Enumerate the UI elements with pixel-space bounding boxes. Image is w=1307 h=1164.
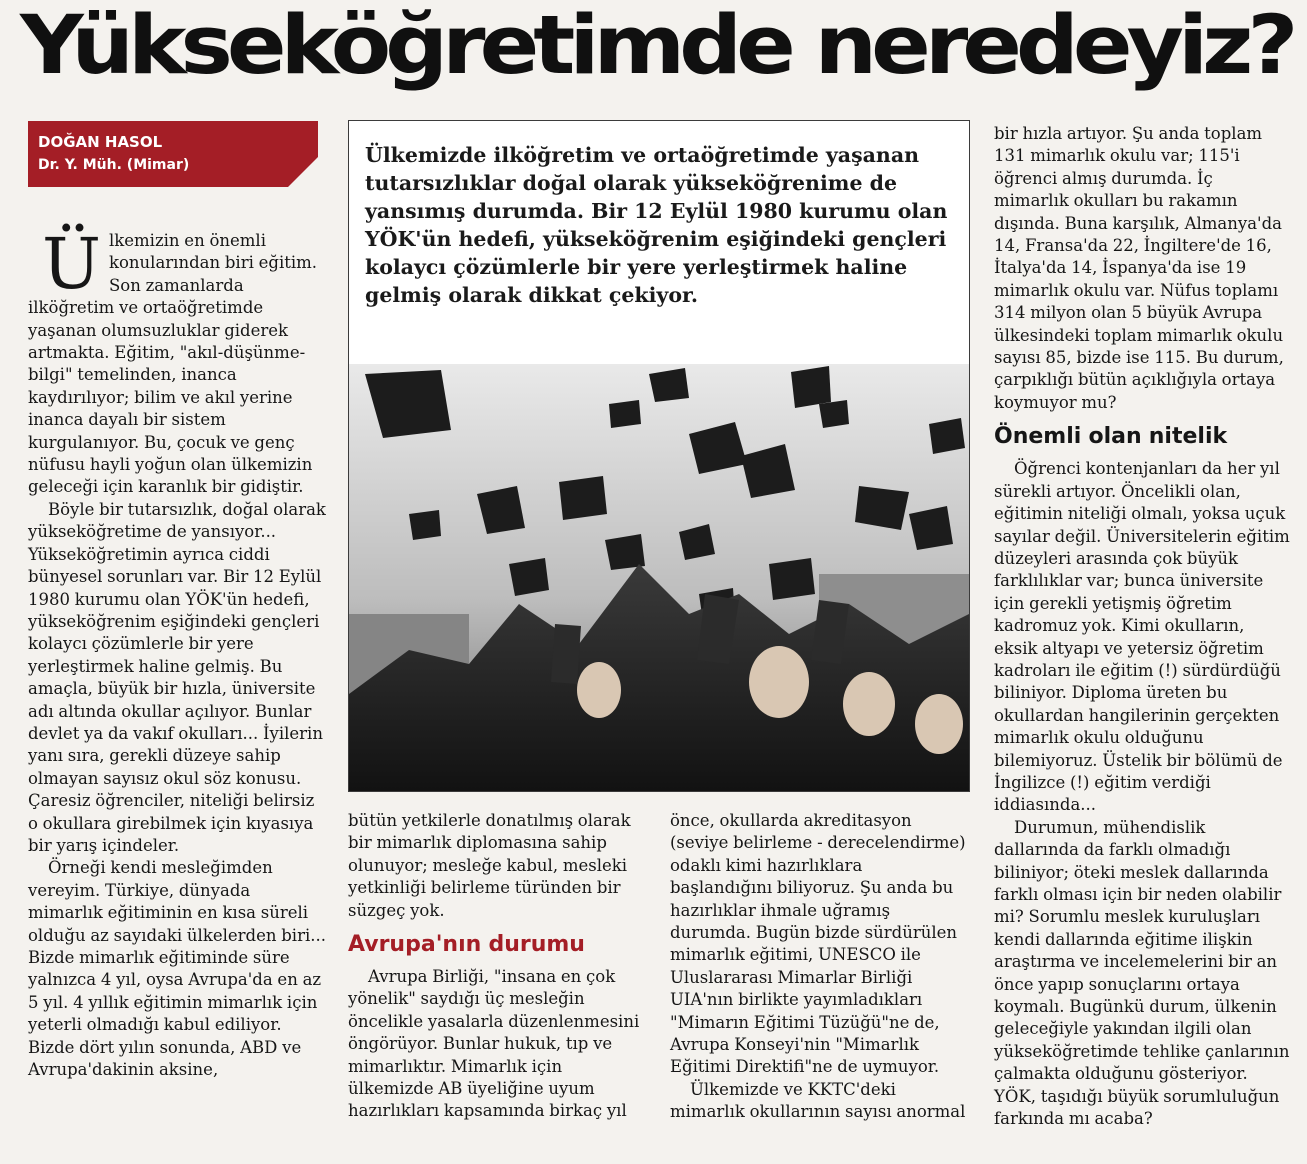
page-fold-corner: [286, 155, 320, 189]
drop-cap: Ü: [42, 223, 101, 305]
article-column-2: [348, 810, 646, 1123]
article-paragraph: önce, okullarda akreditasyon (seviye belirleme - derecelendirme) odaklı kimi hazırlıklara başlandığını biliyoruz. Şu anda bu hazırlıklar ihmale uğramış durumda. Bugün bizde sürdürülen mimarlık eğitimi, UNESCO ile Uluslararası Mimarlar Birliği UIA'nın birlikte yayımladıkları "Mimarın Eğitimi Tüzüğü"ne de, Avrupa Konseyi'nin "Mimarlık Eğitimi Direktifi"ne de uymuyor.: [670, 811, 966, 1077]
headline: Yükseköğretimde neredeyiz?: [20, 0, 1293, 93]
article-paragraph: Durumun, mühendislik dallarında da farklı olmadığı biliniyor; öteki meslek dallarında farklı olması için bir neden olabilir mi? Sorumlu meslek kuruluşları kendi dallarında eğitime ilişkin araştırma ve incelemelerini bir an önce yapıp sonuçlarını ortaya koymalı. Bugünkü durum, ülkenin geleceğiyle yakından ilgili olan yükseköğretimde tehlike çanlarının çalmakta olduğunu gösteriyor. YÖK, taşıdığı büyük sorumluluğun farkında mı acaba?: [994, 817, 1290, 1129]
article-column-3: [670, 810, 968, 1124]
article-paragraph: [28, 223, 326, 499]
lead-text: lkemizin en önemli konularından biri eğitim. Son zamanlarda ilköğretim ve ortaöğretimde yaşanan olumsuzluklar giderek artmakta. Eğitim, "akıl-düşünme-bilgi" temelinden, inanca kaydırılıyor; bilim ve akıl yerine inanca dayalı bir sistem kurgulanıyor. Bu, çocuk ve genç nüfusu hayli yoğun olan ülkemizin geleceği için karanlık bir gidiştir.: [28, 231, 318, 497]
article-column-4: [994, 123, 1292, 1130]
spot-box: [348, 120, 970, 792]
article-paragraph: Avrupa Birliği, "insana en çok yönelik" saydığı üç mesleğin öncelikle yasalarla düzenlenmesini öngörüyor. Bunlar hukuk, tıp ve mimarlıktır. Mimarlık için ülkemizde AB üyeliğine uyum hazırlıkları kapsamında birkaç yıl: [348, 967, 640, 1121]
spot-text: Ülkemizde ilköğretim ve ortaöğretimde yaşanan tutarsızlıklar doğal olarak yükseköğrenime de yansımış durumda. Bir 12 Eylül 1980 kurumu olan YÖK'ün hedefi, yükseköğrenim eşiğindeki gençleri kolaycı çözümlerle bir yere yerleştirmek haline gelmiş olarak dikkat çekiyor.: [365, 143, 948, 307]
author-title: Dr. Y. Müh. (Mimar): [38, 157, 190, 173]
subheading: Avrupa'nın durumu: [348, 932, 585, 958]
article-paragraph: Ülkemizde ve KKTC'deki mimarlık okullarının sayısı anormal: [670, 1079, 966, 1122]
graduation-photo: [349, 364, 969, 791]
author-byline: [28, 121, 318, 187]
author-name: DOĞAN HASOL: [38, 133, 163, 151]
graduation-photo-illustration: [349, 364, 969, 791]
article-paragraph: Böyle bir tutarsızlık, doğal olarak yükseköğretime de yansıyor... Yükseköğretimin ayrıca ciddi bünyesel sorunları var. Bir 12 Eylül 1980 kurumu olan YÖK'ün hedefi, yükseköğrenim eşiğindeki gençleri kolaycı çözümlerle bir yere yerleştirmek haline gelmiş. Bu amaçla, büyük bir hızla, üniversite adı altında okullar açılıyor. Bunlar devlet ya da vakıf okulları... İyilerin yanı sıra, gerekli düzeye sahip olmayan sayısız okul söz konusu. Çaresiz öğrenciler, niteliği belirsiz o okullara girebilmek için kıyasıya bir yarış içindeler.: [28, 499, 326, 855]
article-paragraph: bir hızla artıyor. Şu anda toplam 131 mimarlık okulu var; 115'i öğrenci almış durumda. İç mimarlık okulları bu rakamın dışında. Buna karşılık, Almanya'da 14, Fransa'da 22, İngiltere'de 16, İtalya'da 14, İspanya'da ise 19 mimarlık okulu var. Nüfus toplamı 314 milyon olan 5 büyük Avrupa ülkesindeki toplam mimarlık okulu sayısı 85, bizde ise 115. Bu durum, çarpıklığı bütün açıklığıyla ortaya koymuyor mu?: [994, 124, 1284, 412]
article-column-1: [28, 223, 326, 1081]
article-paragraph: bütün yetkilerle donatılmış olarak bir mimarlık diplomasına sahip olunuyor; mesleğe kabul, mesleki yetkinliği belirleme türünden bir süzgeç yok.: [348, 811, 631, 920]
subheading: Önemli olan nitelik: [994, 424, 1228, 450]
article-paragraph: Örneği kendi mesleğimden vereyim. Türkiye, dünyada mimarlık eğitiminin en kısa süreli olduğu az sayıdaki ülkelerden biri... Bizde mimarlık eğitiminde süre yalnızca 4 yıl, oysa Avrupa'da en az 5 yıl. 4 yıllık eğitimin mimarlık için yeterli olmadığı kabul ediliyor. Bizde dört yılın sonunda, ABD ve Avrupa'dakinin aksine,: [28, 858, 326, 1080]
article-paragraph: Öğrenci kontenjanları da her yıl sürekli artıyor. Öncelikli olan, eğitimin niteliği olmalı, yoksa uçuk sayılar değil. Üniversitelerin eğitim düzeyleri arasında çok büyük farklılıklar var; bunca üniversite için gerekli yetişmiş öğretim kadromuz yok. Kimi okulların, eksik altyapı ve yetersiz öğretim kadroları ile eğitim (!) sürdürdüğü biliniyor. Diploma üreten bu okullardan hangilerinin gerçekten mimarlık okulu olduğunu bilemiyoruz. Üstelik bir bölümü de İngilizce (!) eğitim verdiği iddiasında...: [994, 459, 1290, 815]
